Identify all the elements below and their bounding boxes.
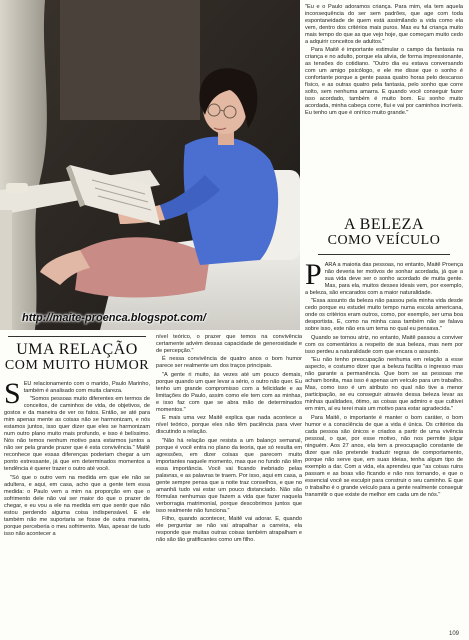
paragraph: Para Maitê, o importante é manter o bom caráter, o bom humor e a consciência de que a vida é única. Os critérios da cada pessoa são únicos e criados a partir de uma vivência pessoal, o que, por esse motivo, não nos permite julgar ninguém. Aos 27 anos, ela tem a preocupação constante de dizer que não pretende traduzir regras de comportamento, porque não serve que, em suas ideias, tenha algum tipo de exemplo a dar. Com a vida, ela aprendeu que "as coisas ruins passam e as boas vão ficando e não nos tornando, e que o essencial você se esculpir para construir o seu caminho. E que o trabalho é o grande veículo para a gente realmente conseguir transmitir o que existe de melhor em cada um de nós." [305,414,463,498]
left-article-column-1 [4,377,150,539]
paragraph: "Essa assunto da beleza não passou pela minha vida desde cedo porque eu estudei muito tempo numa escola americana, onde os critérios eram outros, como, por exemplo, ser uma boa desportista. E, como na minha casa também não se falava sobre isso, este não era um tema no qual eu pensava." [305,298,463,333]
paragraph-text: ARA a maioria das pessoas, no entanto, Maitê Proença não deveria ter motivos de sonhar acordada, já que a sua vida deve ser o sonho acordado de muita gente. Mas, para ela, muitos desses ideais vem, por exemplo, a beleza, são encarados com a maior naturalidade. [305,262,463,296]
paragraph: "Eu não tenho preocupação nenhuma em relação a esse aspecto, e costumo dizer que a beleza facilita o ingresso mas não garante a permanência. Que bom se as pessoas me acham bonita, mas isso é apenas um veículo para um trabalho. Mas, como isso é um atributo no qual não tive a menor participação, se eu conseguir através dessa beleza levar as minhas qualidades, ótimo, as coisas que admiro e que cultivei em mim, aí eu terei mais um motivo para estar agradecida." [305,357,463,413]
paragraph: "Não há relação que resista a um balanço semanal, porque é você entra no plano da teoria, que só resulta em agressões, em dizer coisas que parecem muito importantes naquele momento, mas que no fundo não têm essa importância. Você vai ficando inebriado pelas palavras, e as palavras te traem. Por isso, aqui em casa, a gente sempre pensa que a noite traz conselhos, e que no amanhã tudo vai estar um pouco distanciado. Não são fórmulas nenhumas que fazem a vida que fazer naquela verborragia matrimonial, porque descobrimos juntos que isso realmente não funciona." [156,437,302,514]
paragraph: "Eu e o Paulo adoramos criança. Para mim, ela tem aquela inconsequência do ser sem padrões, que age com toda espontaneidade de quem está assimilando a vida como ela vem, dentro dos critérios mais puros. Mas eu fui criança muito mais tempo do que as que vejo hoje, que começam muito cedo a adquirir conceitos de adultos." [305,4,463,45]
right-column-top-text [305,4,463,119]
left-article-column-2 [156,334,302,545]
paragraph: "Só que o outro vem na medida em que ele não se adultera, e aqui, em casa, acho que a gente tem essa medida: o Paulo vem a mim na proporção em que o sofrimento dele não vai ser maior do que o prazer de chegar, e eu vou a ele na medida em que sentir que não estou perdendo alguma coisa indispensável. E ele também não me suportaria se fosse de outra maneira, porque perceberia o meu sofrimento. Mas, apesar de tudo isso não acontecer a [4,474,150,537]
heading-line: UMA RELAÇÃO [16,341,138,358]
section-heading-relacao [4,341,150,374]
heading-line: COMO VEÍCULO [327,233,441,248]
blog-watermark: http://maite-proenca.blogspot.com/ [22,312,206,324]
paragraph: "A gente ri muito, às vezes até um pouco demais, porque quando um quer levar a sério, o outro não quer. Eu tenho um grande compromisso com a felicidade e as limitações do Paulo, assim como ele tem com as minhas, e isso faz com que se abra mão de determinados momentos." [156,371,302,413]
paragraph-with-dropcap [305,258,463,297]
heading-rule [8,336,146,337]
paragraph: "Somos pessoas muito diferentes em termos de conceitos, de caminhos de vida, de objetivos, de gostos e da maneira de ver os fatos. Então, se até para mim apenas mente as coisas não se harmonizam, e nós estamos juntos, isso quer dizer que eles se harmonizam num outro plano muito mais profundo, e isso é belíssimo. Nós não temos nenhum motivo para estarmos juntos a não ser pela grande prazer que é esta convivência." Maitê reconhece que essas diferenças poderiam chegar a um ponto estressante, já que em determinados momentos a tendência é querer trazer o outro até você. [4,396,150,473]
right-column-bottom-text [305,258,463,500]
dropcap: S [4,377,21,410]
paragraph: nível teórico, o prazer que temos na convivência certamente advém dessas capacidade de generosidade e de percepção." [156,334,302,354]
heading-line: COM MUITO HUMOR [4,358,150,373]
heading-rule [318,254,450,255]
page-number: 109 [448,631,459,637]
paragraph: É nessa convivência de quatro anos o bom humor parece ser realmente um dos traços principais. [156,356,302,370]
paragraph: Para Maitê é importante estimular o campo da fantasia na criança e no adulto, porque ela alivia, de forma impressionante, as tensões do cotidiano. "Outro dia eu estava conversando com um amigo psicólogo, e ele me disse que o sonho é confortante porque a gente passa quatro horas pelo descanso físico, e as outras quatro pela fantasia, pelo sonho que corre solto, sem nenhuma amarra. E quando você conseguir fazer isso acordado, também é muito bom. Eu sonho muito acordada, minha cabeça corre, flui e vai por caminhos incríveis. Eu tenho um que é onírico muito grande." [305,47,463,117]
paragraph: Filho, quando acontecer, Maitê vai adorar. E, quando ele perguntar se não vai atrapalhar a carreira, ela responde que muitas outras coisas também atrapalham e não são tão gratificantes como um filho. [156,515,302,543]
paragraph: E mais uma vez Maitê explica que nada acontece a nível teórico, porque eles não têm paciência para viver discutindo a relação. [156,415,302,436]
paragraph-with-dropcap [4,377,150,410]
photo-illustration [0,0,300,330]
paragraph: Quando se tornou atriz, no entanto, Maitê passou a conviver com os comentários a respeito de sua beleza, mas nem por isso perdeu a naturalidade com que encara o assunto. [305,334,463,355]
photo-woman-reading-magazine [0,0,300,330]
section-heading-beleza [305,216,463,249]
heading-line: A BELEZA [344,216,424,233]
paragraph-text: EU relacionamento com o marido, Paulo Marinho, também é analisado com muita clareza. [23,381,150,394]
dropcap: P [305,258,322,291]
